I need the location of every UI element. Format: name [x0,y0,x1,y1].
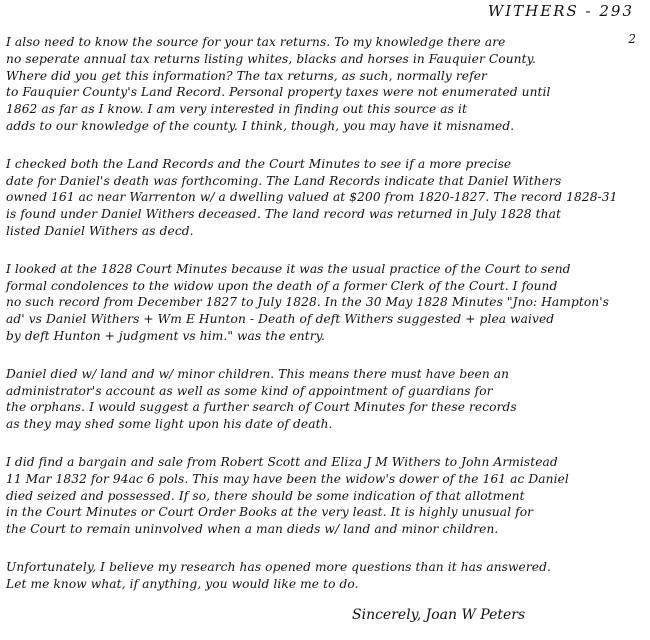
page-number: 2 [628,32,636,46]
text-line: ad' vs Daniel Withers + Wm E Hunton - Death of deft Withers suggested + plea waived [6,312,555,327]
text-line: administrator's account as well as some kind of appointment of guardians for [6,383,493,398]
text-line: Unfortunately, I believe my research has opened more questions than it has answered. [6,559,551,574]
text-line: the Court to remain uninvolved when a man dieds w/ land and minor children. [6,522,499,537]
text-line: formal condolences to the widow upon the death of a former Clerk of the Court. I found [6,278,558,293]
paragraph-bargain-sale [6,454,622,538]
document-reference: WITHERS - 293 [487,2,634,20]
text-line: in the Court Minutes or Court Order Books at the very least. It is highly unusual for [6,505,534,520]
signature: Sincerely, Joan W Peters [352,607,526,623]
letter-body [6,34,622,614]
text-line: I looked at the 1828 Court Minutes because it was the usual practice of the Court to send [6,261,571,276]
text-line: no seperate annual tax returns listing whites, blacks and horses in Fauquier County. [6,51,536,66]
text-line: owned 161 ac near Warrenton w/ a dwelling valued at $200 from 1820-1827. The record 1828-31 [6,190,618,205]
text-line: to Fauquier County's Land Record. Personal property taxes were not enumerated until [6,85,551,100]
text-line: no such record from December 1827 to July 1828. In the 30 May 1828 Minutes "Jno: Hampton's [6,295,610,310]
text-line: 11 Mar 1832 for 94ac 6 pols. This may have been the widow's dower of the 161 ac Daniel [6,471,569,486]
paragraph-land-records [6,156,622,240]
text-line: listed Daniel Withers as decd. [6,223,194,238]
text-line: adds to our knowledge of the county. I think, though, you may have it misnamed. [6,118,515,133]
text-line: I did find a bargain and sale from Robert Scott and Eliza J M Withers to John Armistead [6,454,558,469]
text-line: I checked both the Land Records and the Court Minutes to see if a more precise [6,156,512,171]
text-line: 1862 as far as I know. I am very interested in finding out this source as it [6,102,467,117]
text-line: Where did you get this information? The tax returns, as such, normally refer [6,68,487,83]
paragraph-tax-returns [6,34,622,135]
text-line: as they may shed some light upon his date of death. [6,417,333,432]
text-line: Let me know what, if anything, you would like me to do. [6,576,359,591]
text-line: I also need to know the source for your tax returns. To my knowledge there are [6,35,506,49]
text-line: date for Daniel's death was forthcoming. The Land Records indicate that Daniel Withers [6,173,562,188]
paragraph-court-minutes [6,261,622,345]
text-line: is found under Daniel Withers deceased. The land record was returned in July 1828 that [6,207,561,222]
text-line: died seized and possessed. If so, there should be some indication of that allotment [6,488,525,503]
paragraph-minor-children [6,366,622,433]
text-line: by deft Hunton + judgment vs him." was the entry. [6,328,326,343]
text-line: the orphans. I would suggest a further search of Court Minutes for these records [6,400,517,415]
paragraph-conclusion [6,559,622,593]
text-line: Daniel died w/ land and w/ minor children. This means there must have been an [6,366,510,381]
